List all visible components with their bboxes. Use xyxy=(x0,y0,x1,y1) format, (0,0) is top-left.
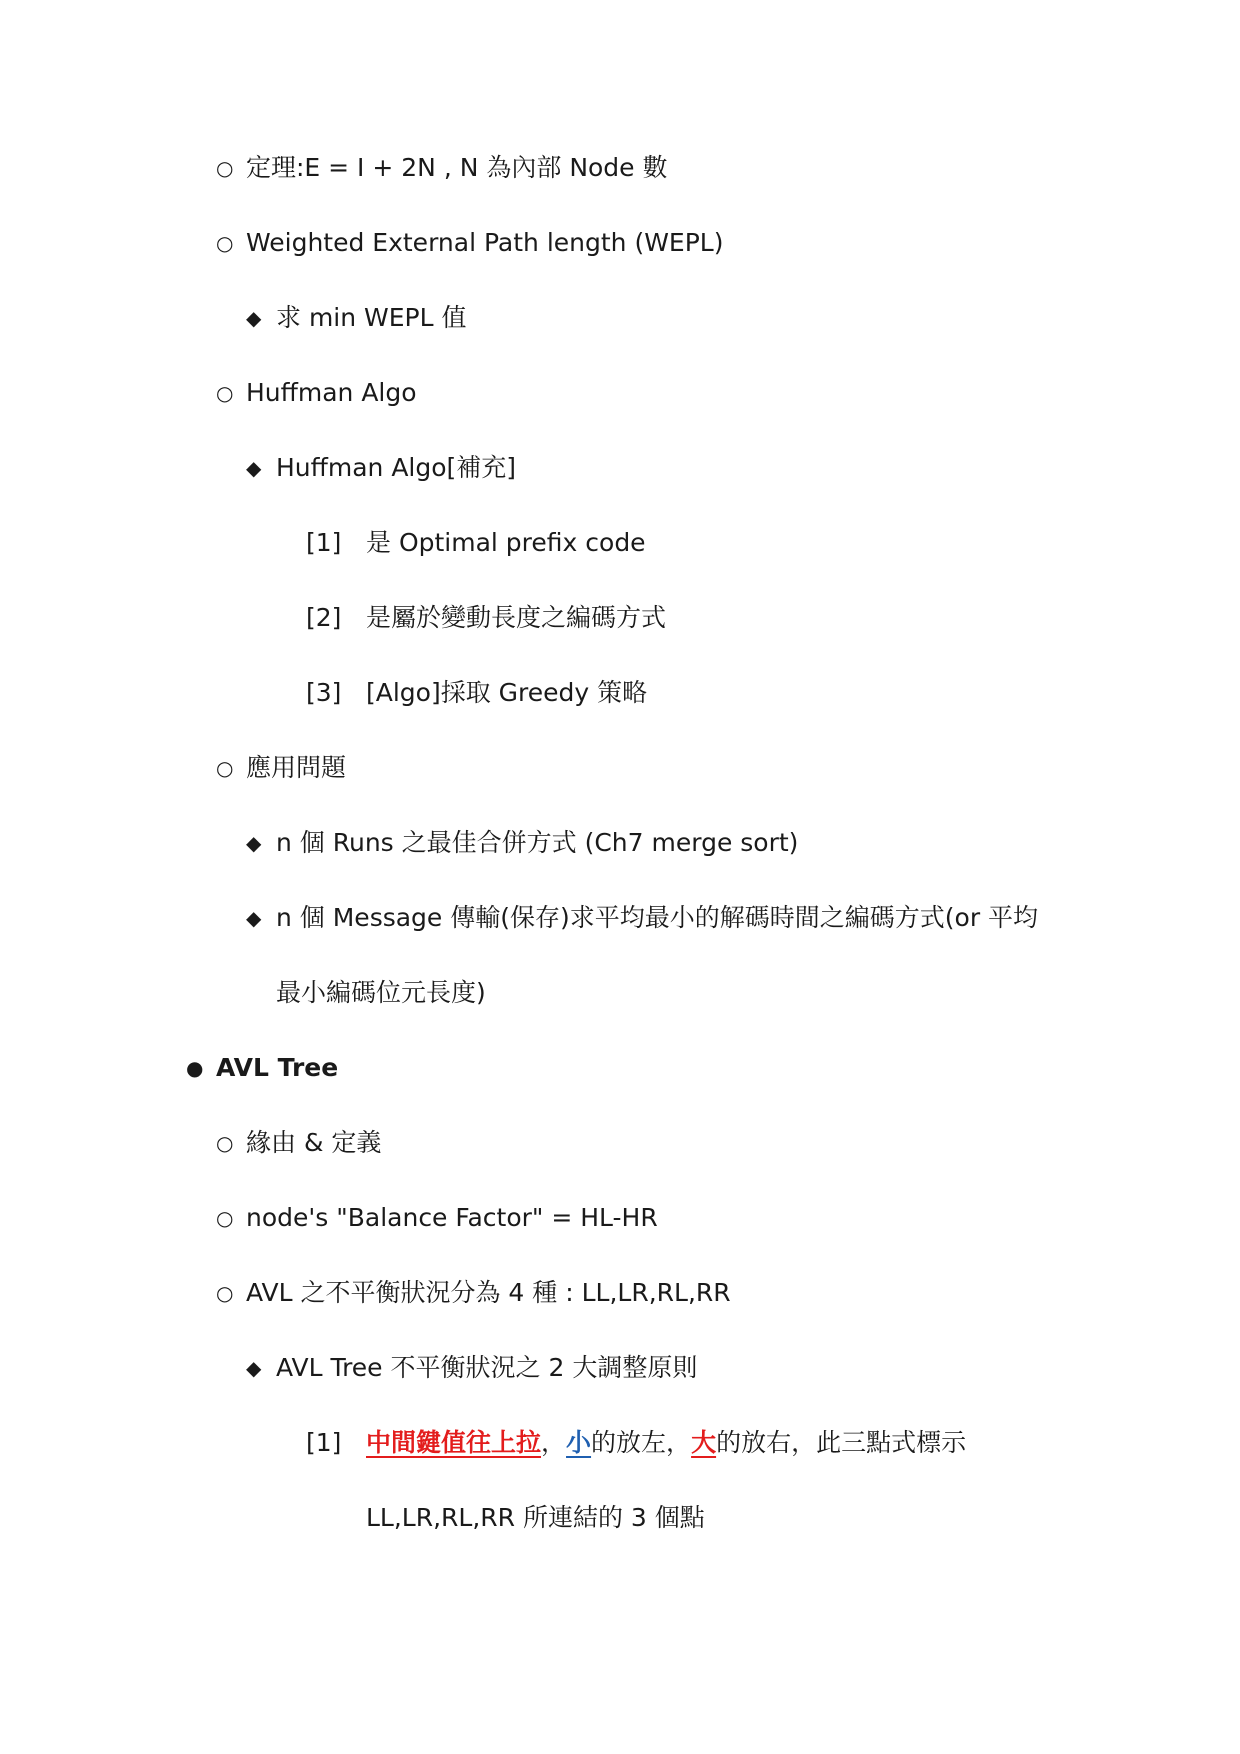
hollow-bullet-icon: ○ xyxy=(216,231,234,255)
item-text: 最小編碼位元長度) xyxy=(276,978,486,1007)
item-text: LL,LR,RL,RR 所連結的 3 個點 xyxy=(366,1503,705,1532)
item-text: node's "Balance Factor" = HL-HR xyxy=(246,1203,658,1232)
text-segment: 的放右，此三點式標示 xyxy=(716,1428,967,1457)
item-text: n 個 Message 傳輸(保存)求平均最小的解碼時間之編碼方式(or 平均 xyxy=(276,903,1039,932)
item-number: [1] xyxy=(306,1428,342,1457)
item-text: 求 min WEPL 值 xyxy=(276,303,467,332)
item-text: AVL Tree 不平衡狀況之 2 大調整原則 xyxy=(276,1353,698,1382)
emphasis-large: 大 xyxy=(691,1428,717,1457)
item-text: 是屬於變動長度之編碼方式 xyxy=(366,603,667,632)
item-number: [1] xyxy=(306,528,342,557)
item-text: 定理:E = I + 2N , N 為內部 Node 數 xyxy=(246,153,668,182)
item-text: [Algo]採取 Greedy 策略 xyxy=(366,678,648,707)
item-number: [3] xyxy=(306,678,342,707)
item-text: n 個 Runs 之最佳合併方式 (Ch7 merge sort) xyxy=(276,828,799,857)
item-text: AVL 之不平衡狀況分為 4 種 : LL,LR,RL,RR xyxy=(246,1278,731,1307)
hollow-bullet-icon: ○ xyxy=(216,156,234,180)
item-text: Huffman Algo xyxy=(246,378,417,407)
diamond-bullet-icon: ◆ xyxy=(246,831,262,855)
item-text: 應用問題 xyxy=(246,753,347,782)
emphasis-small: 小 xyxy=(566,1428,592,1457)
disc-bullet-icon: ● xyxy=(186,1056,204,1080)
text-segment: 的放左， xyxy=(591,1428,692,1457)
hollow-bullet-icon: ○ xyxy=(216,1281,234,1305)
item-text xyxy=(366,1423,966,1463)
item-text: Weighted External Path length (WEPL) xyxy=(246,228,724,257)
hollow-bullet-icon: ○ xyxy=(216,381,234,405)
emphasis-middle-key: 中間鍵值往上拉 xyxy=(366,1428,542,1457)
item-text: 是 Optimal prefix code xyxy=(366,528,646,557)
item-text: 緣由 & 定義 xyxy=(246,1128,382,1157)
hollow-bullet-icon: ○ xyxy=(216,1206,234,1230)
item-number: [2] xyxy=(306,603,342,632)
diamond-bullet-icon: ◆ xyxy=(246,1356,262,1380)
diamond-bullet-icon: ◆ xyxy=(246,906,262,930)
diamond-bullet-icon: ◆ xyxy=(246,456,262,480)
hollow-bullet-icon: ○ xyxy=(216,756,234,780)
hollow-bullet-icon: ○ xyxy=(216,1131,234,1155)
heading-text: AVL Tree xyxy=(216,1053,339,1082)
separator: ， xyxy=(541,1428,567,1457)
diamond-bullet-icon: ◆ xyxy=(246,306,262,330)
item-text: Huffman Algo[補充] xyxy=(276,453,517,482)
